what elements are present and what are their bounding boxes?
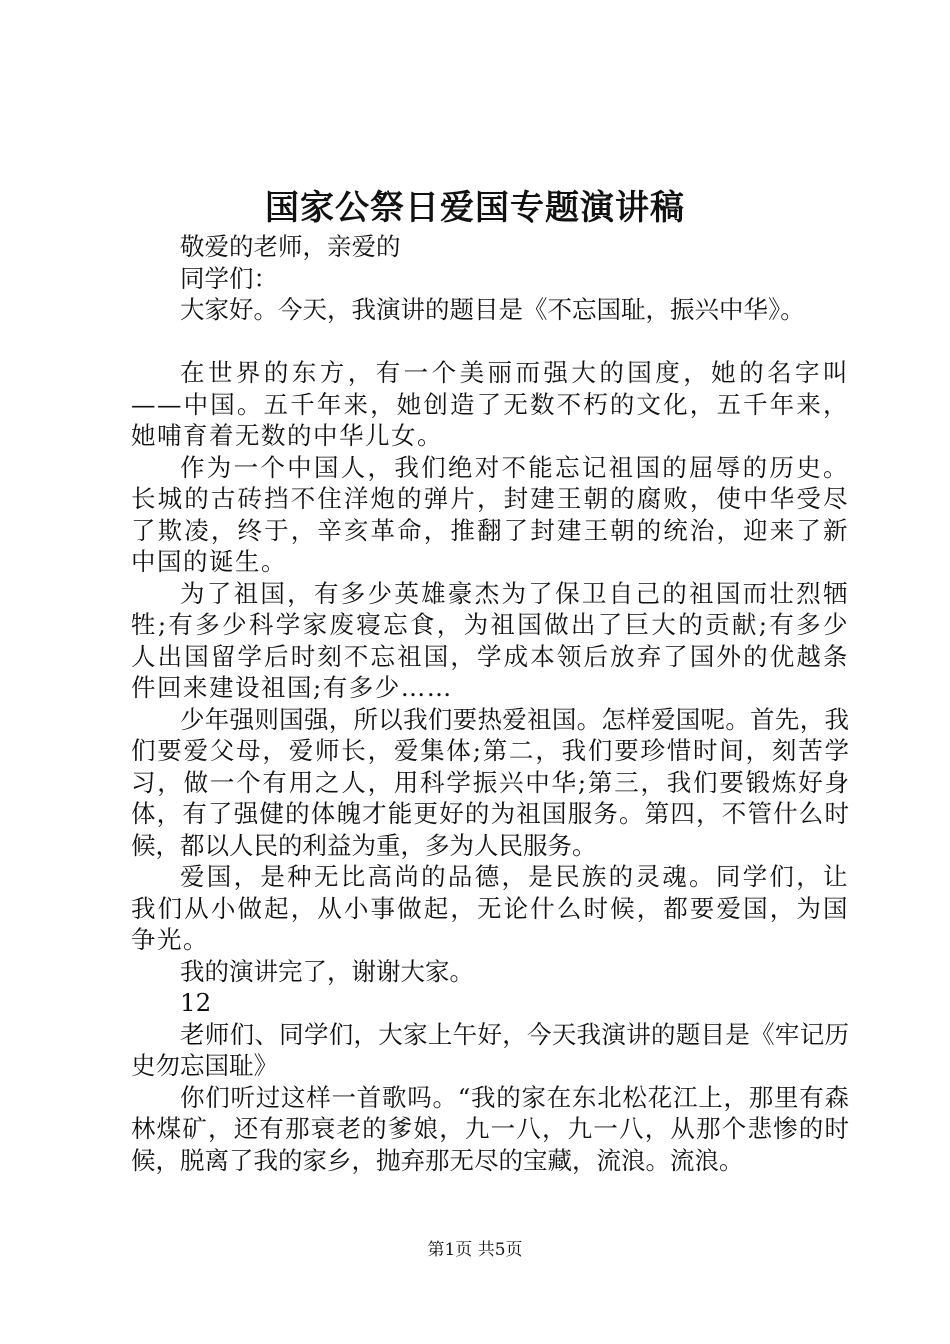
- paragraph-greeting-2: 同学们：: [180, 263, 278, 293]
- paragraph-heroes: 为了祖国，有多少英雄豪杰为了保卫自己的祖国而壮烈牺牲;有多少科学家废寝忘食，为祖国做出了巨大的贡献;有多少人出国留学后时刻不忘祖国，学成本领后放弃了国外的优越条件回来建设祖国;有多少……: [131, 578, 849, 702]
- paragraph-patriotism: 爱国，是种无比高尚的品德，是民族的灵魂。同学们，让我们从小做起，从小事做起，无论什么时候，都要爱国，为国争光。: [131, 862, 849, 954]
- document-body: [131, 231, 849, 1176]
- paragraph-history: 作为一个中国人，我们绝对不能忘记祖国的屈辱的历史。长城的古砖挡不住洋炮的弹片，封建王朝的腐败，使中华受尽了欺凌，终于，辛亥革命，推翻了封建王朝的统治，迎来了新中国的诞生。: [131, 452, 849, 576]
- paragraph-song: 你们听过这样一首歌吗。“我的家在东北松花江上，那里有森林煤矿，还有那衰老的爹娘，九一八，九一八，从那个悲惨的时候，脱离了我的家乡，抛弃那无尽的宝藏，流浪。流浪。: [131, 1082, 849, 1175]
- paragraph-greeting-1: 敬爱的老师，亲爱的: [180, 232, 401, 261]
- paragraph-number: 12: [180, 988, 212, 1017]
- paragraph-intro: 大家好。今天，我演讲的题目是《不忘国耻，振兴中华》。: [180, 295, 805, 324]
- paragraph-closing: 我的演讲完了，谢谢大家。: [180, 956, 474, 986]
- document-title: 国家公祭日爱国专题演讲稿: [265, 188, 685, 228]
- paragraph-east: 在世界的东方，有一个美丽而强大的国度，她的名字叫——中国。五千年来，她创造了无数不朽的文化，五千年来，她哺育着无数的中华儿女。: [131, 358, 849, 450]
- page-footer: 第1页 共5页: [427, 1240, 523, 1260]
- paragraph-blank: [131, 326, 849, 358]
- paragraph-second-speech-intro: 老师们、同学们，大家上午好，今天我演讲的题目是《牢记历史勿忘国耻》: [131, 1019, 849, 1080]
- paragraph-youth: 少年强则国强，所以我们要热爱祖国。怎样爱国呢。首先，我们要爱父母，爱师长，爱集体;第二，我们要珍惜时间，刻苦学习，做一个有用之人，用科学振兴中华;第三，我们要锻炼好身体，有了强健的体魄才能更好的为祖国服务。第四，不管什么时候，都以人民的利益为重，多为人民服务。: [131, 704, 849, 860]
